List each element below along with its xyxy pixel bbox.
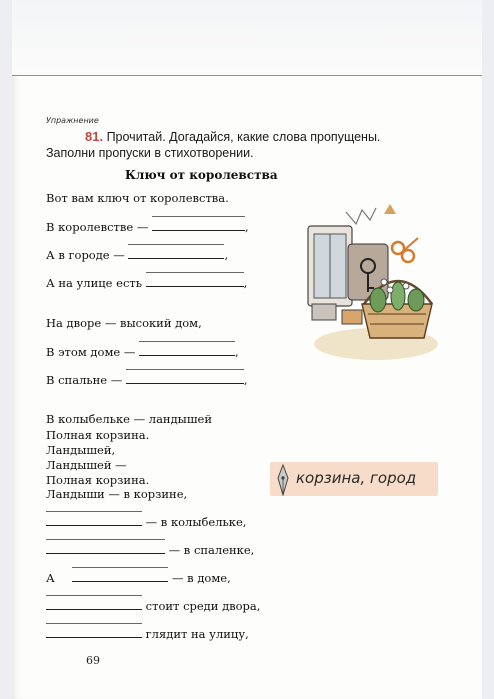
poem-line-16: А — в доме, <box>46 571 231 585</box>
blank-field[interactable] <box>46 542 165 554</box>
blank-field[interactable] <box>152 219 245 231</box>
blank-field[interactable] <box>72 570 168 582</box>
blank-field[interactable] <box>128 247 224 259</box>
blank-field[interactable] <box>46 626 142 638</box>
poem-line-1: Вот вам ключ от королевства. <box>46 191 229 205</box>
poem-line-14: — в колыбельке, <box>46 514 246 529</box>
blank-field[interactable] <box>126 372 244 384</box>
poem-line-3: А в городе — , <box>46 248 229 262</box>
page-number: 69 <box>86 654 100 667</box>
lily-leaf-icon <box>370 288 386 312</box>
poem-line-12: Полная корзина. <box>46 473 150 487</box>
poem-line-8: В колыбельке — ландышей <box>46 412 212 426</box>
poem-line-2: В королевстве — , <box>46 220 249 234</box>
bunting-icon <box>346 208 376 224</box>
poem-line-17: стоит среди двора, <box>46 598 260 613</box>
blank-field[interactable] <box>139 344 235 356</box>
lily-flower-icon <box>387 287 393 293</box>
poem-line-6: В этом доме — , <box>46 345 239 359</box>
poem-line-4: А на улице есть , <box>46 276 248 290</box>
poem-line-15: — в спаленке, <box>46 542 254 557</box>
hint-box <box>270 462 438 496</box>
cup-icon <box>312 304 336 320</box>
pen-nib-icon <box>276 464 290 496</box>
poem-line-13: Ландыши — в корзине, <box>46 487 188 501</box>
poem-line-10: Ландышей, <box>46 443 116 457</box>
exercise-label: Упражнение <box>46 116 99 125</box>
poem-line-5: На дворе — высокий дом, <box>46 316 202 330</box>
instruction-text-1: Прочитай. Догадайся, какие слова пропущены. <box>106 130 381 144</box>
instruction-line-2: Заполни пропуски в стихотворении. <box>46 146 254 160</box>
blank-field[interactable] <box>146 275 244 287</box>
previous-page-edge <box>12 0 482 76</box>
poem-title: Ключ от королевства <box>125 168 278 182</box>
poem-line-11: Ландышей — <box>46 458 127 472</box>
poem-line-18: глядит на улицу, <box>46 626 249 641</box>
blank-field[interactable] <box>46 598 142 610</box>
poem-line-9: Полная корзина. <box>46 428 150 442</box>
blank-field[interactable] <box>46 514 142 526</box>
illustration-keys-basket <box>306 204 438 364</box>
hint-words: корзина, город <box>296 469 417 487</box>
poem-line-7: В спальне — , <box>46 373 248 387</box>
exercise-number: 81. <box>85 129 104 144</box>
